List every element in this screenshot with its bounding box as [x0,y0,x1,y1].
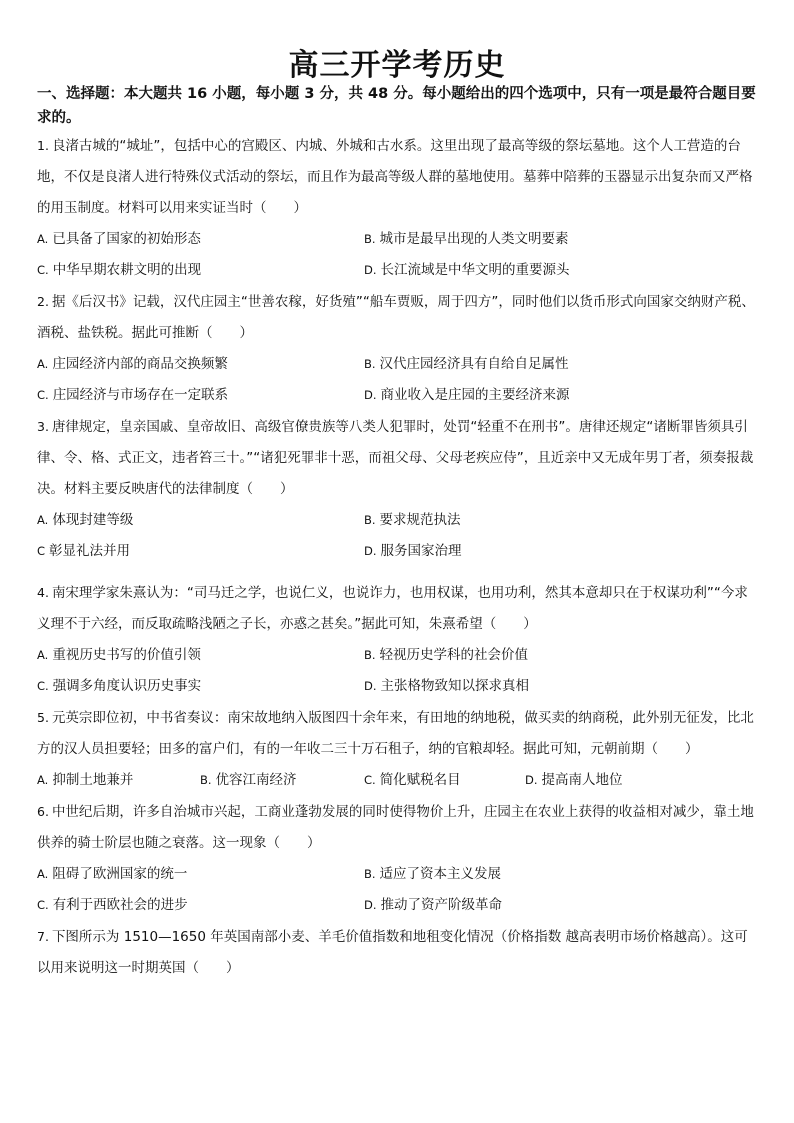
option-1d: D. 长江流域是中华文明的重要源头 [364,262,570,278]
question-text: 良渚古城的“城址”，包括中心的宫殿区、内城、外城和古水系。这里出现了最高等级的祭坛墓地。这个人工营造的台地，不仅是良渚人进行特殊仪式活动的祭坛，而且作为最高等级人群的墓地使用。墓葬中陪葬的玉器显示出复杂而又严格的用玉制度。材料可以用来实证当时（ ） [37,138,753,216]
question-5: 5. 元英宗即位初，中书省奏议：南宋故地纳入版图四十余年来，有田地的纳地税，做买卖的纳商税，此外别无征发，比北方的汉人员担要轻；田多的富户们，有的一年收二三十万石租子，纳的官粮却轻。据此可知，元朝前期（ ） [37,710,754,757]
option-6b: B. 适应了资本主义发展 [364,866,502,882]
option-5b: B. 优容江南经济 [200,772,297,788]
section-heading: 一、选择题：本大题共 16 小题，每小题 3 分，共 48 分。每小题给出的四个选项中，只有一项是最符合题目要求的。 [37,86,756,126]
option-2c: C. 庄园经济与市场存在一定联系 [37,387,229,403]
option-3c: C 彰显礼法并用 [37,543,131,559]
option-1a: A. 已具备了国家的初始形态 [37,231,201,247]
option-1c: C. 中华早期农耕文明的出现 [37,262,202,278]
option-4a: A. 重视历史书写的价值引领 [37,647,201,663]
question-3: 3. 唐律规定，皇亲国戚、皇帝故旧、高级官僚贵族等八类人犯罪时，处罚“轻重不在刑书”。唐律还规定“诸断罪皆须具引律、令、格、式正文，违者笞三十。”“诸犯死罪非十恶，而祖父母、父母老疾应侍”，且近亲中又无成年男丁者，须奏报裁决。材料主要反映唐代的法律制度（ ） [37,419,754,497]
question-1 [37,130,757,224]
question-7: 7. 下图所示为 1510—1650 年英国南部小麦、羊毛价值指数和地租变化情况（价格指数 越高表明市场价格越高）。这可以用来说明这一时期英国（ ） [37,929,748,976]
question-number: 1. [37,138,49,153]
question-4: 4. 南宋理学家朱熹认为：“司马迁之学，也说仁义，也说诈力，也用权谋，也用功利，然其本意却只在于权谋功利”“今求义理不于六经，而反取疏略浅陋之子长，亦惑之甚矣。”据此可知，朱熹希望（ ） [37,585,748,632]
option-4b: B. 轻视历史学科的社会价值 [364,647,529,663]
option-4c: C. 强调多角度认识历史事实 [37,678,202,694]
option-2a: A. 庄园经济内部的商品交换频繁 [37,356,228,372]
option-2b: B. 汉代庄园经济具有自给自足属性 [364,356,569,372]
option-5a: A. 抑制土地兼并 [37,772,134,788]
option-3b: B. 要求规范执法 [364,512,461,528]
option-5d: D. 提高南人地位 [525,772,623,788]
question-2: 2. 据《后汉书》记载，汉代庄园主“世善农稼，好货殖”“船车贾贩，周于四方”，同时他们以货币形式向国家交纳财产税、酒税、盐铁税。据此可推断（ ） [37,294,755,341]
option-6d: D. 推动了资产阶级革命 [364,897,503,913]
option-6c: C. 有利于西欧社会的进步 [37,897,188,913]
option-3d: D. 服务国家治理 [364,543,462,559]
option-1b: B. 城市是最早出现的人类文明要素 [364,231,569,247]
option-4d: D. 主张格物致知以探求真相 [364,678,530,694]
exam-title: 高三开学考历史 [288,48,506,83]
option-6a: A. 阻碍了欧洲国家的统一 [37,866,188,882]
question-6: 6. 中世纪后期，许多自治城市兴起，工商业蓬勃发展的同时使得物价上升，庄园主在农业上获得的收益相对减少，靠土地供养的骑士阶层也随之衰落。这一现象（ ） [37,804,754,851]
option-5c: C. 简化赋税名目 [364,772,461,788]
option-3a: A. 体现封建等级 [37,512,134,528]
option-2d: D. 商业收入是庄园的主要经济来源 [364,387,570,403]
